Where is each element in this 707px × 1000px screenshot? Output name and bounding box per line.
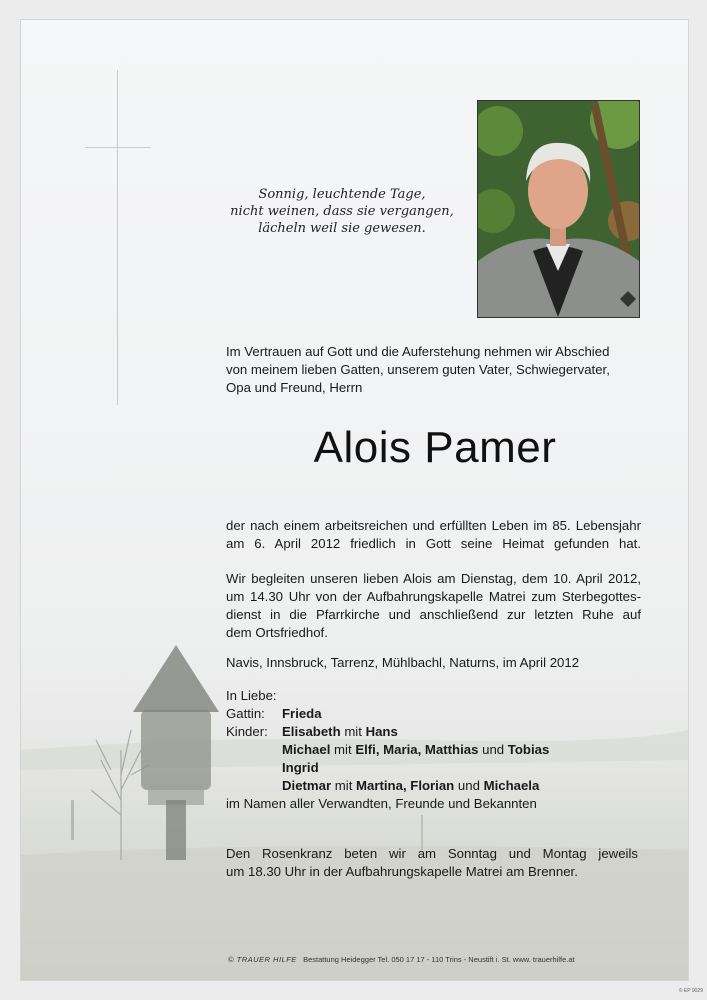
- funeral-line-4: dem Ortsfriedhof.: [226, 625, 328, 640]
- in-love-label: In Liebe:: [226, 688, 277, 703]
- family-list: [226, 687, 646, 813]
- places-line: Navis, Innsbruck, Tarrenz, Mühlbachl, Naturns, im April 2012: [226, 655, 580, 670]
- spouse-row: [226, 705, 646, 723]
- cross-vertical-line: [117, 70, 118, 405]
- life-paragraph: [226, 517, 641, 553]
- deceased-name: Alois Pamer: [313, 423, 557, 472]
- rosary-line-1: Den Rosenkranz beten wir am Sonntag und Montag jeweils: [226, 846, 638, 861]
- child-name: Michael: [282, 742, 331, 757]
- life-line-1: der nach einem arbeitsreichen und erfüllten Leben im 85. Lebensjahr: [226, 518, 641, 533]
- family-closing: im Namen aller Verwandten, Freunde und Bekannten: [226, 796, 537, 811]
- partner-names: Elfi, Maria, Matthias: [355, 742, 479, 757]
- quote-line-3: lächeln weil sie gewesen.: [258, 221, 426, 236]
- child-name: Dietmar: [282, 778, 332, 793]
- partner-name: Michaela: [483, 778, 540, 793]
- quote-line-1: Sonnig, leuchtende Tage,: [258, 187, 426, 202]
- partner-name: Hans: [365, 724, 398, 739]
- footer-contact: Bestattung Heidegger Tel. 050 17 17 - 110 Trins - Neustift i. St. www. trauerhilfe.at: [303, 955, 575, 964]
- rosary-paragraph: [226, 845, 638, 881]
- funeral-line-2: um 14.30 Uhr von der Aufbahrungskapelle Matrei zum Sterbegottes-: [226, 589, 641, 604]
- children-row-2: [226, 741, 646, 759]
- cross-horizontal-line: [85, 147, 151, 148]
- child-name: Elisabeth: [282, 724, 341, 739]
- intro-line-2: von meinem lieben Gatten, unserem guten Vater, Schwiegervater,: [226, 362, 610, 377]
- with-word: mit: [344, 724, 362, 739]
- print-mark: © EP 9029: [678, 988, 703, 994]
- children-row-3: [226, 759, 646, 777]
- child-name: Ingrid: [282, 760, 319, 775]
- footer: [228, 955, 628, 964]
- footer-brand: © TRAUER HILFE: [228, 955, 297, 964]
- children-row-4: [226, 777, 646, 795]
- intro-line-3: Opa und Freund, Herrn: [226, 380, 363, 395]
- spouse-name: Frieda: [282, 706, 322, 721]
- portrait-image: [478, 101, 639, 317]
- rosary-line-2: um 18.30 Uhr in der Aufbahrungskapelle Matrei am Brenner.: [226, 864, 578, 879]
- life-line-2: am 6. April 2012 friedlich in Gott seine Heimat gefunden hat.: [226, 536, 641, 551]
- spouse-label: Gattin:: [226, 706, 265, 721]
- intro-paragraph: [226, 343, 644, 397]
- intro-line-1: Im Vertrauen auf Gott und die Auferstehung nehmen wir Abschied: [226, 344, 610, 359]
- quote-line-2: nicht weinen, dass sie vergangen,: [230, 204, 454, 219]
- partner-name: Tobias: [507, 742, 550, 757]
- funeral-line-3: dienst in die Pfarrkirche und anschließend zur letzten Ruhe auf: [226, 607, 641, 622]
- poem-quote: [222, 186, 462, 237]
- with-word: mit: [334, 778, 353, 793]
- and-word: und: [482, 742, 505, 757]
- children-label: Kinder:: [226, 724, 268, 739]
- partner-names: Martina, Florian: [356, 778, 455, 793]
- funeral-line-1: Wir begleiten unseren lieben Alois am Dienstag, dem 10. April 2012,: [226, 571, 641, 586]
- and-word: und: [457, 778, 480, 793]
- with-word: mit: [334, 742, 352, 757]
- children-row-1: [226, 723, 646, 741]
- funeral-paragraph: [226, 570, 641, 642]
- portrait-photo: [477, 100, 640, 318]
